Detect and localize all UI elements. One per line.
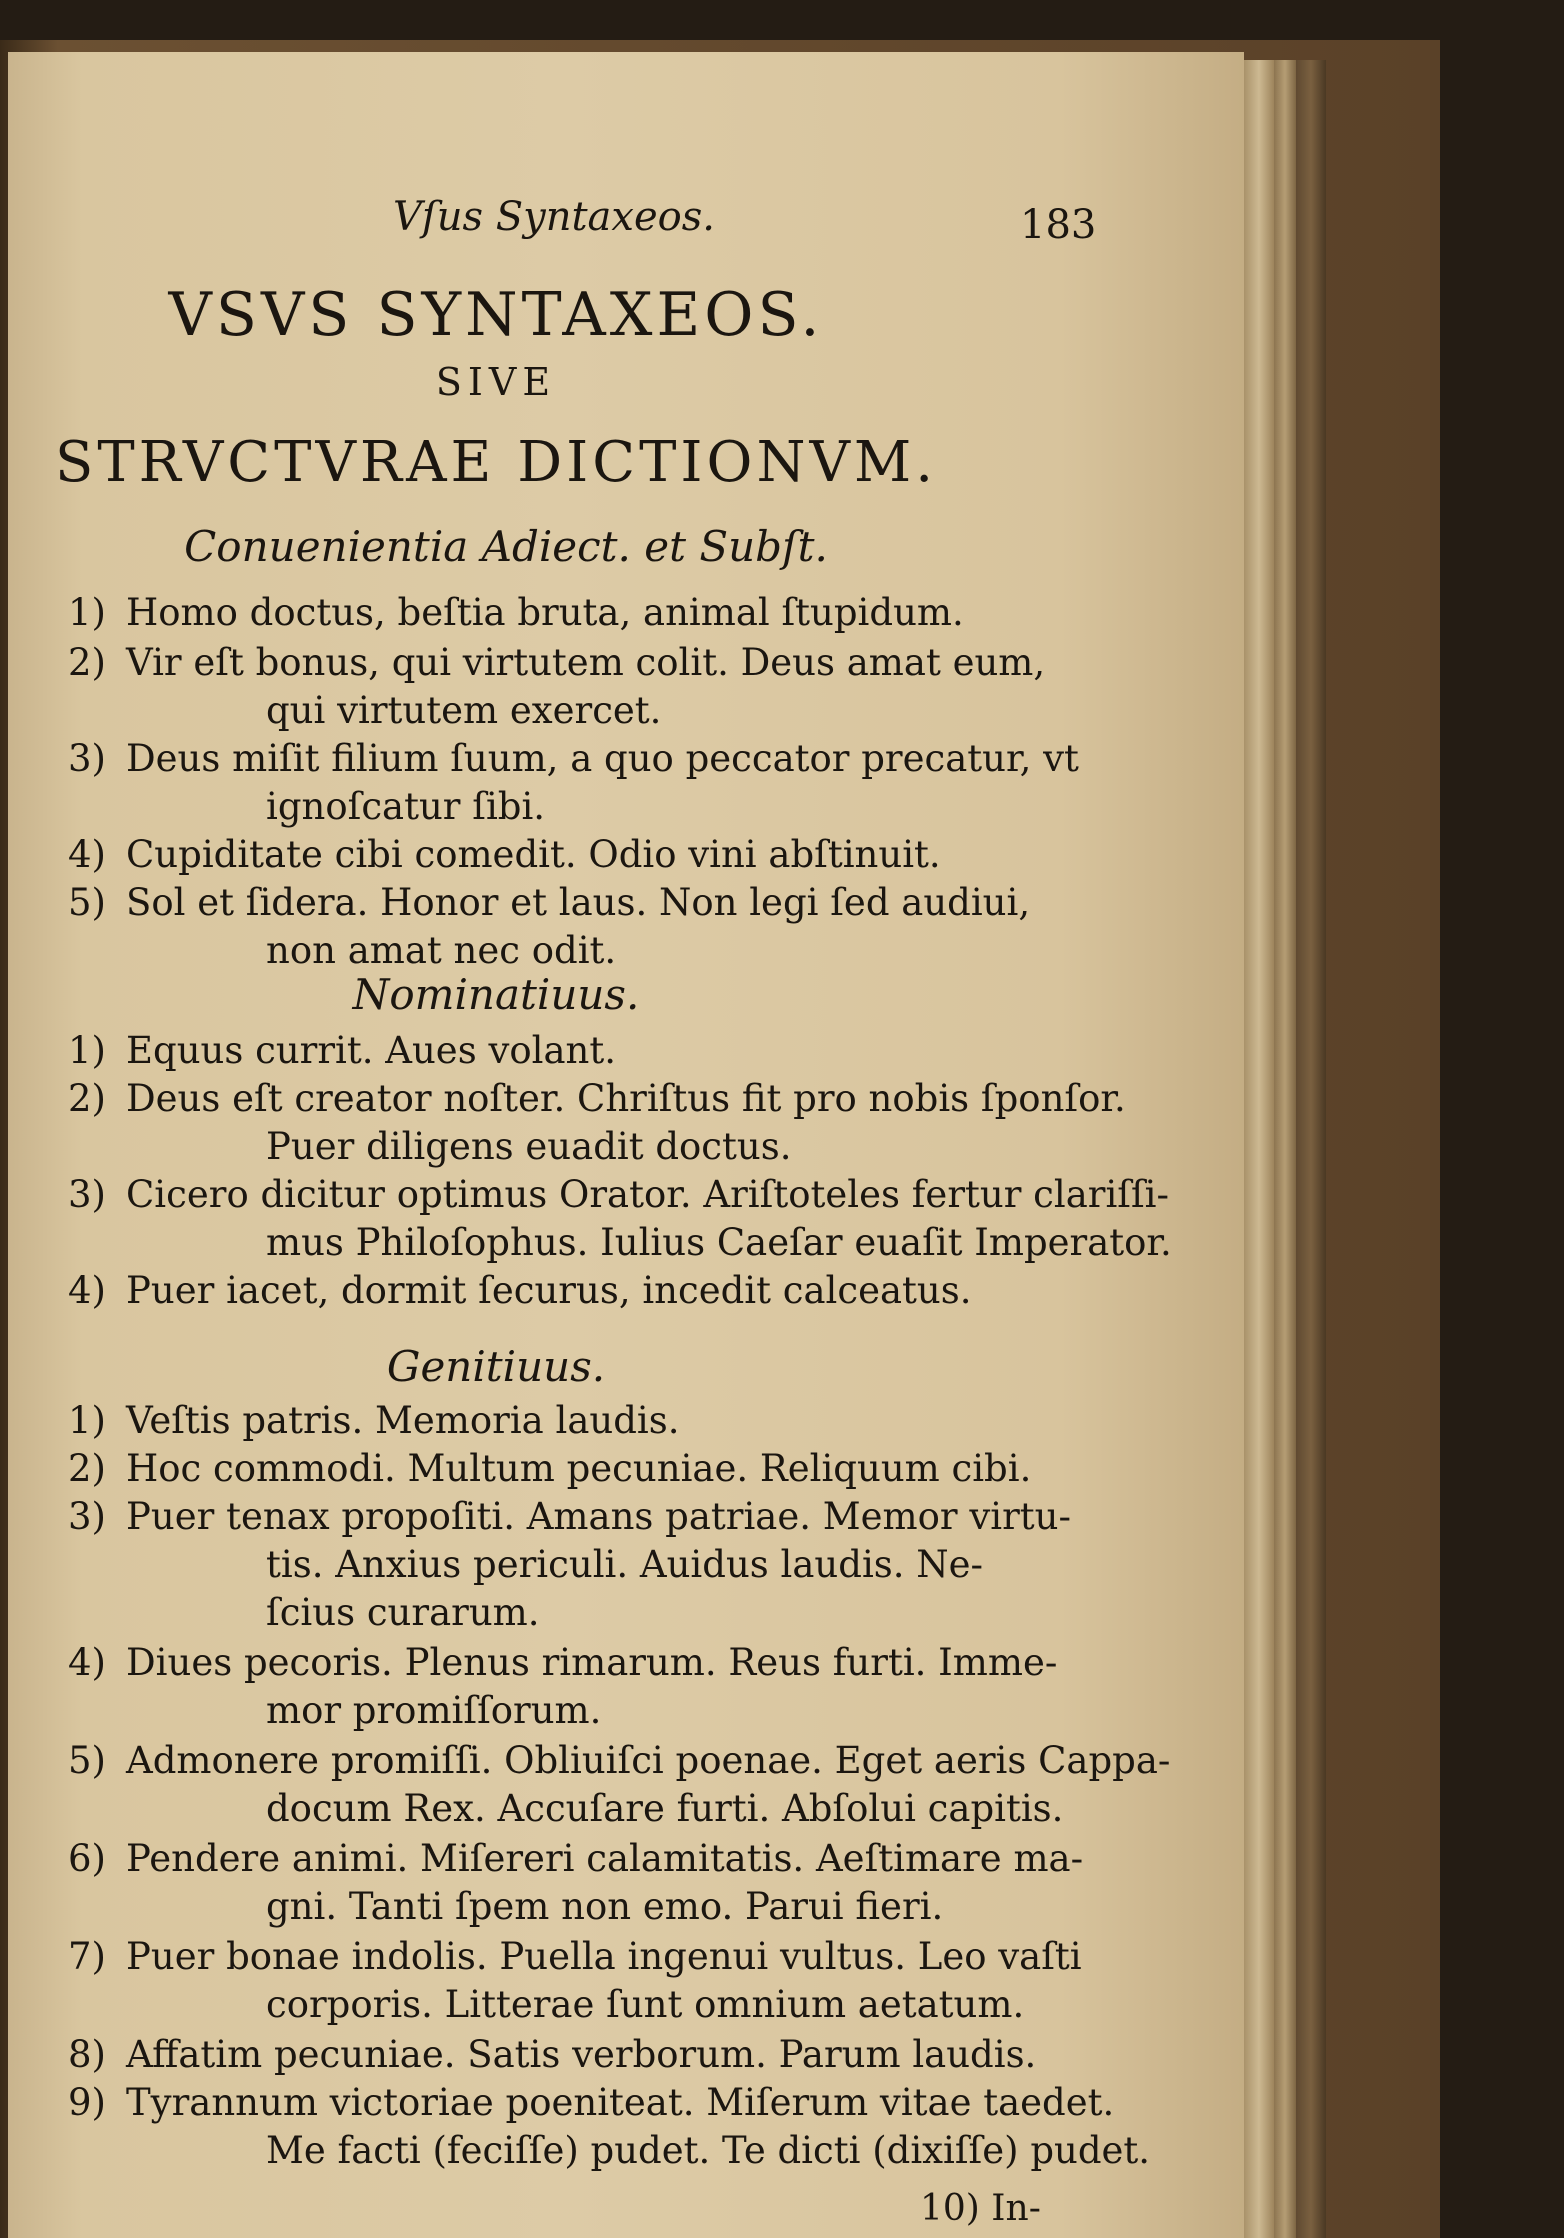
section-heading: Conuenientia Adiect. et Subſt. bbox=[184, 522, 828, 571]
title-line-2: SIVE bbox=[435, 360, 557, 404]
page-header bbox=[8, 146, 1244, 248]
item-text: Sol et ſidera. Honor et laus. Non legi ſed audiui, bbox=[126, 881, 1031, 924]
item-text: mus Philoſophus. Iulius Caeſar euaſit Imperator. bbox=[266, 1221, 1172, 1264]
page-edge bbox=[1244, 60, 1274, 2238]
item-text: Deus miſit filium ſuum, a quo peccator precatur, vt bbox=[126, 737, 1079, 780]
item-text: ignoſcatur ſibi. bbox=[266, 785, 546, 828]
item-text: Deus eſt creator noſter. Chriſtus fit pro nobis ſponſor. bbox=[126, 1077, 1126, 1120]
item-number: 1) bbox=[68, 1399, 106, 1442]
item-number: 3) bbox=[68, 1495, 106, 1538]
item-number: 2) bbox=[68, 641, 106, 684]
item-number: 9) bbox=[68, 2081, 106, 2124]
item-number: 2) bbox=[68, 1077, 106, 1120]
item-text: Me facti (feciſſe) pudet. Te dicti (dixiſſe) pudet. bbox=[266, 2129, 1151, 2172]
item-text: Affatim pecuniae. Satis verborum. Parum laudis. bbox=[126, 2033, 1037, 2076]
item-text: tis. Anxius periculi. Auidus laudis. Ne- bbox=[266, 1543, 984, 1586]
book-spine-edge bbox=[1296, 60, 1326, 2238]
item-text: Puer tenax propoſiti. Amans patriae. Memor virtu- bbox=[126, 1495, 1071, 1538]
item-text: Diues pecoris. Plenus rimarum. Reus furti. Imme- bbox=[126, 1641, 1058, 1684]
item-text: Equus currit. Aues volant. bbox=[126, 1029, 616, 1072]
item-number: 4) bbox=[68, 1641, 106, 1684]
item-text: corporis. Litterae ſunt omnium aetatum. bbox=[266, 1983, 1025, 2026]
item-number: 8) bbox=[68, 2033, 106, 2076]
item-number: 1) bbox=[68, 591, 106, 634]
item-text: mor promiſſorum. bbox=[266, 1689, 602, 1732]
item-text: Cupiditate cibi comedit. Odio vini abſtinuit. bbox=[126, 833, 941, 876]
item-text: Admonere promiſſi. Obliuiſci poenae. Eget aeris Cappa- bbox=[126, 1739, 1171, 1782]
item-number: 3) bbox=[68, 1173, 106, 1216]
item-number: 2) bbox=[68, 1447, 106, 1490]
item-text: Cicero dicitur optimus Orator. Ariſtoteles fertur clariſſi- bbox=[126, 1173, 1170, 1216]
catchword: 10) In- bbox=[920, 2188, 1041, 2229]
item-text: non amat nec odit. bbox=[266, 929, 617, 972]
item-text: Veſtis patris. Memoria laudis. bbox=[126, 1399, 680, 1442]
page-edge bbox=[1274, 60, 1296, 2238]
item-text: gni. Tanti ſpem non emo. Parui fieri. bbox=[266, 1885, 944, 1928]
item-number: 4) bbox=[68, 1269, 106, 1312]
item-text: ſcius curarum. bbox=[266, 1591, 540, 1634]
item-text: Tyrannum victoriae poeniteat. Miſerum vitae taedet. bbox=[126, 2081, 1115, 2124]
item-text: Vir eſt bonus, qui virtutem colit. Deus amat eum, bbox=[126, 641, 1046, 684]
running-head: Vſus Syntaxeos. bbox=[393, 194, 715, 240]
title-line-1: VSVS SYNTAXEOS. bbox=[168, 280, 824, 350]
item-number: 4) bbox=[68, 833, 106, 876]
item-number: 1) bbox=[68, 1029, 106, 1072]
item-number: 3) bbox=[68, 737, 106, 780]
title-line-3: STRVCTVRAE DICTIONVM. bbox=[54, 430, 938, 495]
item-text: Homo doctus, beſtia bruta, animal ſtupidum. bbox=[126, 591, 964, 634]
section-heading: Genitiuus. bbox=[386, 1342, 606, 1391]
item-number: 6) bbox=[68, 1837, 106, 1880]
item-text: Pendere animi. Miſereri calamitatis. Aeſtimare ma- bbox=[126, 1837, 1084, 1880]
item-number: 7) bbox=[68, 1935, 106, 1978]
item-text: Puer bonae indolis. Puella ingenui vultus. Leo vaſti bbox=[126, 1935, 1082, 1978]
section-heading: Nominatiuus. bbox=[352, 970, 640, 1019]
book-page bbox=[8, 52, 1244, 2238]
item-text: docum Rex. Accuſare furti. Abſolui capitis. bbox=[266, 1787, 1064, 1830]
page-number: 183 bbox=[1020, 202, 1097, 248]
item-text: Puer iacet, dormit ſecurus, incedit calceatus. bbox=[126, 1269, 972, 1312]
item-number: 5) bbox=[68, 1739, 106, 1782]
item-text: Hoc commodi. Multum pecuniae. Reliquum cibi. bbox=[126, 1447, 1032, 1490]
item-number: 5) bbox=[68, 881, 106, 924]
item-text: Puer diligens euadit doctus. bbox=[266, 1125, 792, 1168]
item-text: qui virtutem exercet. bbox=[266, 689, 662, 732]
